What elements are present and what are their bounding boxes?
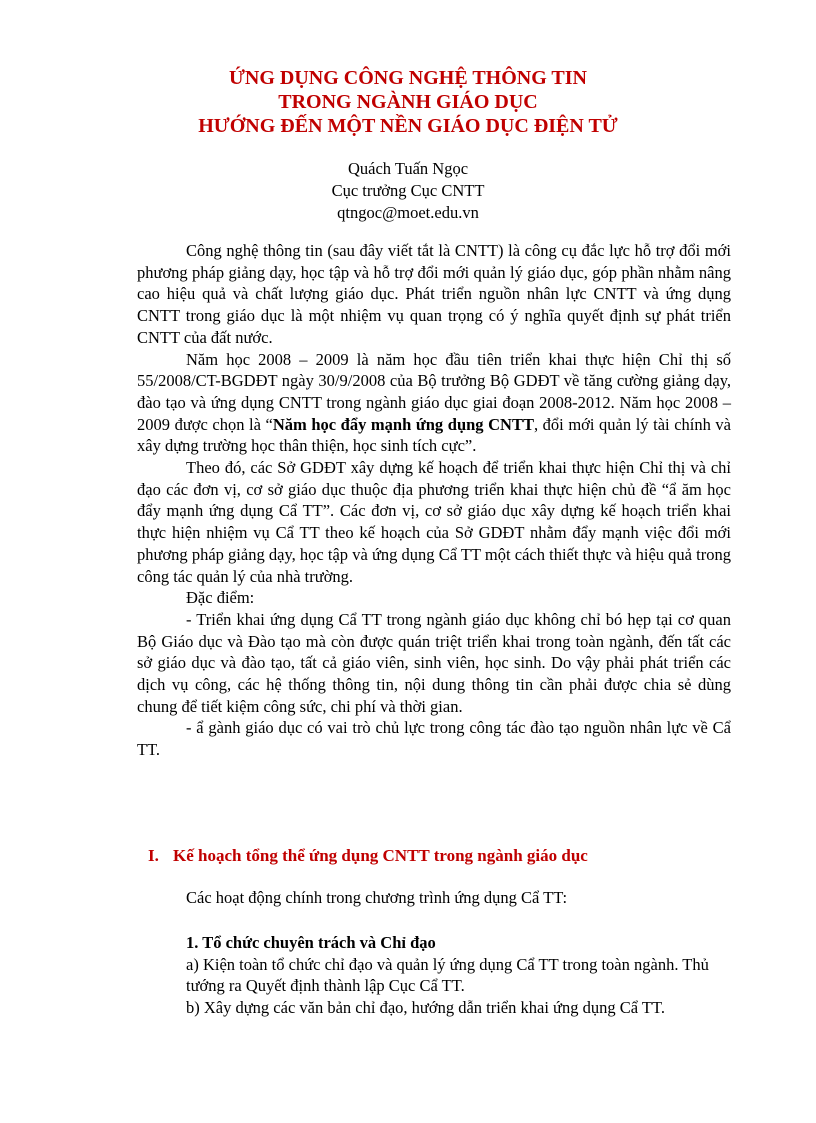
title-line-3: HƯỚNG ĐẾN MỘT NỀN GIÁO DỤC ĐIỆN TỬ [198,115,618,137]
subsection-item-b: b) Xây dựng các văn bản chỉ đạo, hướng dẫn triển khai ứng dụng Cẩ TT. [186,998,665,1018]
paragraph-2-text: Năm học 2008 – 2009 là năm học đầu tiên triển khai thực hiện Chỉ thị số 55/2008/CT-BGDĐT ngày 30/9/2008 của Bộ trưởng Bộ GDĐT về tăng cường giảng dạy, đào tạo và ứng dụng CNTT trong ngành giáo dục giai đoạn 2008-2012. Năm học 2008 – 2009 được chọn là “ [137,349,731,434]
author-name: Quách Tuấn Ngọc [347,159,469,178]
section-heading [148,845,588,867]
paragraph-2-bold: Năm học đẩy mạnh ứng dụng CNTT [272,414,534,434]
title-line-2: TRONG NGÀNH GIÁO DỤC [278,91,538,113]
paragraph-4: Đặc điểm: [186,588,255,608]
section-title: Kế hoạch tổng thể ứng dụng CNTT trong ngành giáo dục [173,846,588,865]
paragraph-2 [137,349,731,458]
subsection-heading: 1. Tổ chức chuyên trách và Chỉ đạo [186,933,436,952]
section-intro: Các hoạt động chính trong chương trình ứng dụng Cẩ TT: [186,888,568,907]
paragraph-6: - ẩ gành giáo dục có vai trò chủ lực trong công tác đào tạo nguồn nhân lực về Cẩ TT. [137,718,731,760]
section-number: I. [148,846,159,865]
subsection-item-a: a) Kiện toàn tổ chức chỉ đạo và quản lý ứng dụng Cẩ TT trong toàn ngành. Thủ tướng ra Quyết định thành lập Cục Cẩ TT. [186,954,709,996]
subsection-1 [186,932,726,1019]
paragraph-2-tail: , đổi mới quản lý tài chính và xây dựng trường học thân thiện, học sinh tích cực”. [137,414,731,456]
author-position: Cục trưởng Cục CNTT [331,181,485,200]
intro-body [137,240,731,761]
paragraph-3: Theo đó, các Sở GDĐT xây dựng kế hoạch để triển khai thực hiện Chỉ thị và chỉ đạo các đơn vị, cơ sở giáo dục thuộc địa phương triển khai thực hiện chủ đề “ẩ ăm học đẩy mạnh ứng dụng Cẩ TT”. Các đơn vị, cơ sở giáo dục xây dựng kế hoạch triển khai thực hiện nhiệm vụ Cẩ TT theo kế hoạch của Sở GDĐT nhằm đẩy mạnh việc đổi mới phương pháp giảng dạy, học tập và ứng dụng Cẩ TT một cách thiết thực và hiệu quả trong công tác quản lý của nhà trường. [137,458,731,586]
paragraph-5: - Triển khai ứng dụng Cẩ TT trong ngành giáo dục không chỉ bó hẹp tại cơ quan Bộ Giáo dục và Đào tạo mà còn được quán triệt triển khai trong toàn ngành, đến tất các sở giáo dục và đào tạo, tất cả giáo viên, sinh viên, học sinh. Do vậy phải phát triển các dịch vụ công, các hệ thống thông tin, nội dung thông tin cần phải được chia sẻ dùng chung để tiết kiệm công sức, chi phí và thời gian. [137,609,731,716]
paragraph-1: Công nghệ thông tin (sau đây viết tắt là CNTT) là công cụ đắc lực hỗ trợ đổi mới phương pháp giảng dạy, học tập và hỗ trợ đổi mới quản lý giáo dục, góp phần nhằm nâng cao hiệu quả và chất lượng giáo dục. Phát triển nguồn nhân lực CNTT và ứng dụng CNTT trong giáo dục là một nhiệm vụ quan trọng có ý nghĩa quyết định sự phát triển CNTT của đất nước. [137,241,731,347]
author-email[interactable]: qtngoc@moet.edu.vn [337,203,479,222]
title-line-1: ỨNG DỤNG CÔNG NGHỆ THÔNG TIN [229,67,587,89]
